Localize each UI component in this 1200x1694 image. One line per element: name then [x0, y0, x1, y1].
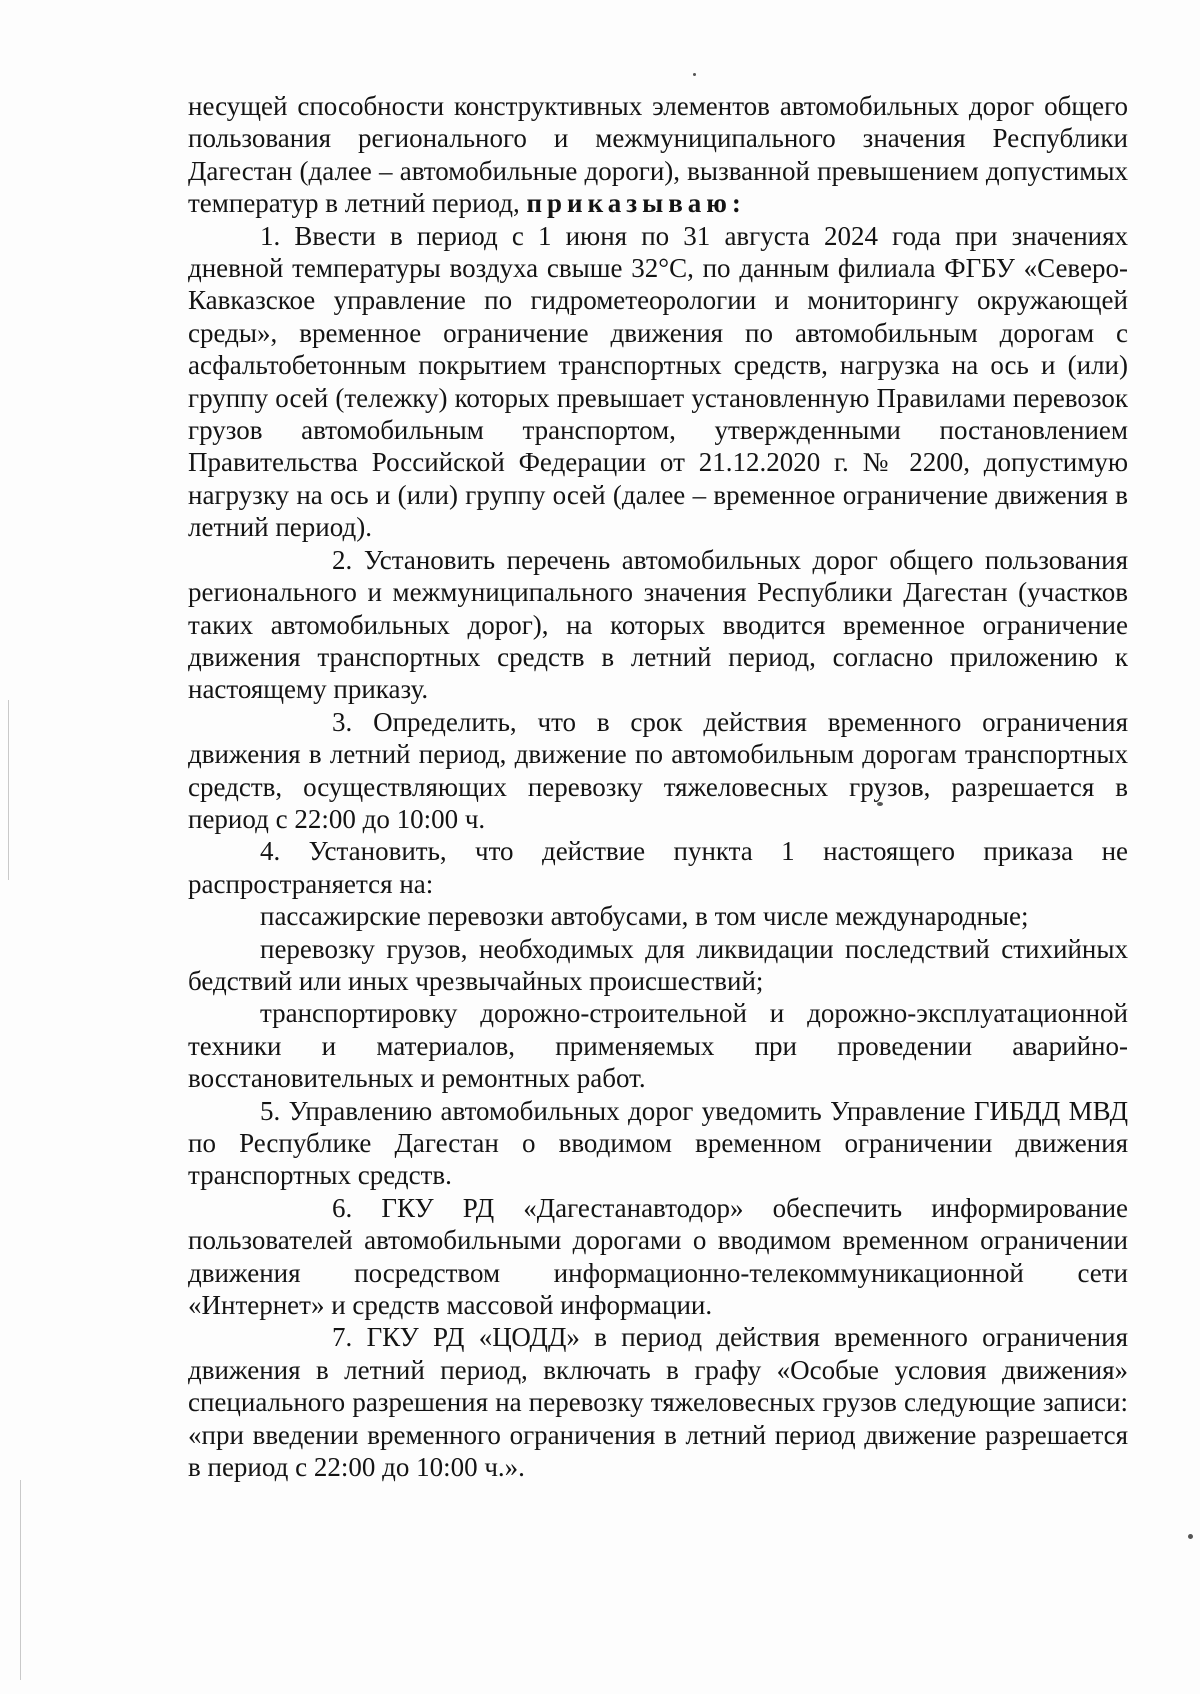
intro-paragraph [188, 90, 1128, 220]
scan-speck [693, 73, 696, 76]
item-text: Ввести в период с 1 июня по 31 августа 2024 года при значениях дневной температуры воздуха свыше 32°С, по данным филиала ФГБУ «Северо-Кавказское управление по гидрометеорологии и мониторингу окружающей среды», временное ограничение движения по автомобильным дорогам с асфальтобетонным покрытием транспортных средств, нагрузка на ось и (или) группу осей (тележку) которых превышает установленную Правилами перевозок грузов автомобильным транспортом, утвержденными постановлением Правительства Российской Федерации от 21.12.2020 г. № 2200, допустимую нагрузку на ось и (или) группу осей (далее – временное ограничение движения в летний период). [188, 220, 1129, 543]
item-5 [188, 1095, 1128, 1192]
item-number: 3. [332, 706, 353, 737]
item-text: ГКУ РД «Дагестанавтодор» обеспечить информирование пользователей автомобильными дорогами о вводимом временном ограничении движения посредством информационно-телекоммуникационной сети «Интернет» и средств массовой информации. [188, 1192, 1128, 1321]
item-text: ГКУ РД «ЦОДД» в период действия временного ограничения движения в летний период, включать в графу «Особые условия движения» специального разрешения на перевозку тяжеловесных грузов следующие записи: «при введении временного ограничения в летний период движение разрешается в период с 22:00 до 10:00 ч.». [188, 1322, 1128, 1483]
subitem-3 [188, 997, 1128, 1094]
item-6 [188, 1192, 1128, 1322]
item-number: 5. [260, 1095, 281, 1126]
subitem-2 [188, 933, 1128, 998]
intro-text: несущей способности конструктивных элементов автомобильных дорог общего пользования регионального и межмуниципального значения Республики Дагестан (далее – автомобильные дороги), вызванной превышением допустимых температур в летний период, [188, 91, 1128, 219]
order-word: приказываю: [526, 188, 746, 219]
item-text: Управлению автомобильных дорог уведомить Управление ГИБДД МВД по Республике Дагестан о вводимом временном ограничении движения транспортных средств. [188, 1095, 1128, 1191]
item-text: Установить перечень автомобильных дорог общего пользования регионального и межмуниципального значения Республики Дагестан (участков таких автомобильных дорог), на которых вводится временное ограничение движения транспортных средств в летний период, согласно приложению к настоящему приказу. [188, 544, 1129, 705]
subitem-text: транспортировку дорожно-строительной и дорожно-эксплуатационной техники и материалов, применяемых при проведении аварийно-восстановительных и ремонтных работ. [188, 998, 1128, 1094]
item-number: 6. [332, 1192, 353, 1223]
item-number: 4. [260, 836, 281, 867]
scan-edge-line [8, 700, 9, 880]
item-number: 2. [332, 544, 353, 575]
scan-speck [1188, 1534, 1193, 1539]
item-text: Установить, что действие пункта 1 настоящего приказа не распространяется на: [188, 836, 1128, 899]
item-3 [188, 706, 1128, 836]
subitem-text: пассажирские перевозки автобусами, в том числе международные; [260, 901, 1029, 932]
scan-edge-line [20, 1480, 21, 1680]
item-7 [188, 1321, 1128, 1483]
document-body [188, 90, 1128, 1483]
subitem-1 [188, 900, 1128, 932]
item-text: Определить, что в срок действия временного ограничения движения в летний период, движение по автомобильным дорогам транспортных средств, осуществляющих перевозку тяжеловесных грузов, разрешается в период с 22:00 до 10:00 ч. [188, 706, 1128, 834]
item-number: 7. [332, 1322, 353, 1353]
item-4 [188, 835, 1128, 900]
item-number: 1. [260, 220, 281, 251]
item-1 [188, 220, 1128, 544]
subitem-text: перевозку грузов, необходимых для ликвидации последствий стихийных бедствий или иных чрезвычайных происшествий; [188, 933, 1128, 996]
item-2 [188, 544, 1128, 706]
